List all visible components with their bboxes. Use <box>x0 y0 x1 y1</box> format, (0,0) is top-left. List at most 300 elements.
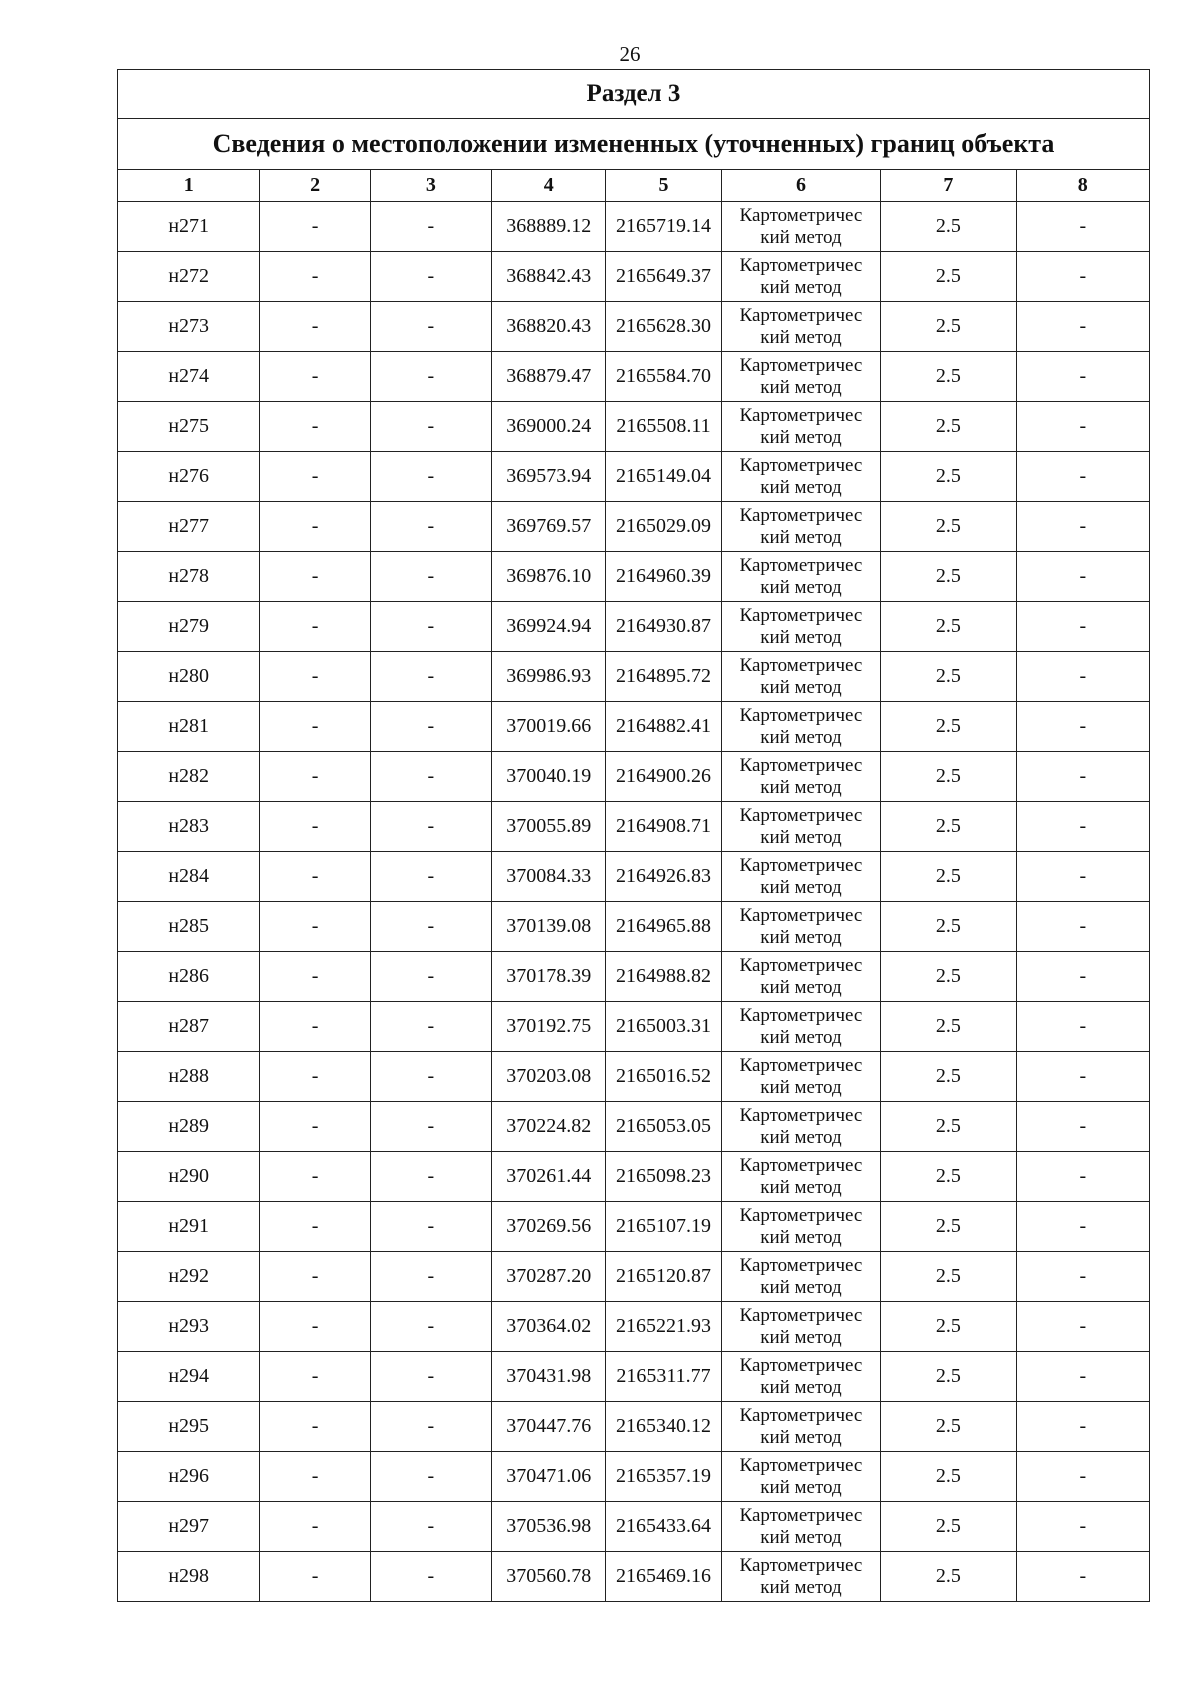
y-coordinate-cell: 2165029.09 <box>606 502 721 552</box>
point-name-cell: н288 <box>118 1052 260 1102</box>
col3-cell: - <box>370 1302 491 1352</box>
table-row <box>118 1052 1150 1102</box>
method-text-line: кий метод <box>760 826 842 848</box>
method-cell <box>721 952 880 1002</box>
accuracy-cell: 2.5 <box>881 1152 1016 1202</box>
table-row <box>118 1502 1150 1552</box>
method-text-line: Картометричес <box>739 1054 863 1076</box>
col8-cell: - <box>1016 1052 1149 1102</box>
col3-cell: - <box>370 1552 491 1602</box>
section-title: Раздел 3 <box>118 70 1150 119</box>
method-text-line: Картометричес <box>739 1304 863 1326</box>
method-cell <box>721 552 880 602</box>
method-text-line: кий метод <box>760 1076 842 1098</box>
y-coordinate-cell: 2165628.30 <box>606 302 721 352</box>
col2-cell: - <box>260 1302 370 1352</box>
method-text-line: кий метод <box>760 376 842 398</box>
point-name-cell: н294 <box>118 1352 260 1402</box>
col8-cell: - <box>1016 252 1149 302</box>
method-text-line: кий метод <box>760 1326 842 1348</box>
x-coordinate-cell: 370192.75 <box>492 1002 606 1052</box>
accuracy-cell: 2.5 <box>881 1202 1016 1252</box>
col2-cell: - <box>260 202 370 252</box>
accuracy-cell: 2.5 <box>881 1352 1016 1402</box>
point-name-cell: н274 <box>118 352 260 402</box>
method-cell <box>721 1502 880 1552</box>
col8-cell: - <box>1016 652 1149 702</box>
col3-cell: - <box>370 1102 491 1152</box>
point-name-cell: н282 <box>118 752 260 802</box>
col8-cell: - <box>1016 1152 1149 1202</box>
table-row <box>118 302 1150 352</box>
col8-cell: - <box>1016 1002 1149 1052</box>
y-coordinate-cell: 2164930.87 <box>606 602 721 652</box>
method-text-line: Картометричес <box>739 204 863 226</box>
col3-cell: - <box>370 1352 491 1402</box>
method-text-line: кий метод <box>760 1026 842 1048</box>
point-name-cell: н289 <box>118 1102 260 1152</box>
col3-cell: - <box>370 1002 491 1052</box>
x-coordinate-cell: 370224.82 <box>492 1102 606 1152</box>
col8-cell: - <box>1016 702 1149 752</box>
col8-cell: - <box>1016 902 1149 952</box>
method-text-line: кий метод <box>760 426 842 448</box>
method-text-line: кий метод <box>760 776 842 798</box>
col8-cell: - <box>1016 552 1149 602</box>
method-text-line: кий метод <box>760 726 842 748</box>
table-row <box>118 1102 1150 1152</box>
point-name-cell: н297 <box>118 1502 260 1552</box>
table-row <box>118 952 1150 1002</box>
y-coordinate-cell: 2165098.23 <box>606 1152 721 1202</box>
y-coordinate-cell: 2164965.88 <box>606 902 721 952</box>
accuracy-cell: 2.5 <box>881 852 1016 902</box>
column-header: 8 <box>1016 170 1149 202</box>
method-cell <box>721 1002 880 1052</box>
x-coordinate-cell: 370055.89 <box>492 802 606 852</box>
accuracy-cell: 2.5 <box>881 1102 1016 1152</box>
col3-cell: - <box>370 402 491 452</box>
method-text-line: Картометричес <box>739 354 863 376</box>
point-name-cell: н285 <box>118 902 260 952</box>
col3-cell: - <box>370 902 491 952</box>
table-row <box>118 552 1150 602</box>
method-text-line: кий метод <box>760 276 842 298</box>
method-text-line: Картометричес <box>739 1004 863 1026</box>
method-text-line: Картометричес <box>739 1454 863 1476</box>
method-text-line: кий метод <box>760 626 842 648</box>
y-coordinate-cell: 2165584.70 <box>606 352 721 402</box>
col2-cell: - <box>260 652 370 702</box>
x-coordinate-cell: 369924.94 <box>492 602 606 652</box>
method-cell <box>721 202 880 252</box>
method-cell <box>721 652 880 702</box>
method-cell <box>721 1552 880 1602</box>
x-coordinate-cell: 370178.39 <box>492 952 606 1002</box>
col2-cell: - <box>260 1552 370 1602</box>
x-coordinate-cell: 370139.08 <box>492 902 606 952</box>
col2-cell: - <box>260 1452 370 1502</box>
col8-cell: - <box>1016 1102 1149 1152</box>
table-row <box>118 1302 1150 1352</box>
method-cell <box>721 502 880 552</box>
table-row <box>118 202 1150 252</box>
column-header: 2 <box>260 170 370 202</box>
table-row <box>118 602 1150 652</box>
x-coordinate-cell: 368879.47 <box>492 352 606 402</box>
accuracy-cell: 2.5 <box>881 552 1016 602</box>
x-coordinate-cell: 370019.66 <box>492 702 606 752</box>
col8-cell: - <box>1016 1452 1149 1502</box>
table-row <box>118 702 1150 752</box>
col2-cell: - <box>260 302 370 352</box>
col8-cell: - <box>1016 952 1149 1002</box>
method-cell <box>721 1202 880 1252</box>
table-row <box>118 352 1150 402</box>
point-name-cell: н273 <box>118 302 260 352</box>
col8-cell: - <box>1016 1202 1149 1252</box>
method-text-line: Картометричес <box>739 704 863 726</box>
x-coordinate-cell: 370261.44 <box>492 1152 606 1202</box>
method-text-line: Картометричес <box>739 1104 863 1126</box>
y-coordinate-cell: 2164926.83 <box>606 852 721 902</box>
method-text-line: кий метод <box>760 326 842 348</box>
col2-cell: - <box>260 352 370 402</box>
method-cell <box>721 1352 880 1402</box>
method-cell <box>721 802 880 852</box>
method-text-line: Картометричес <box>739 1154 863 1176</box>
col2-cell: - <box>260 1502 370 1552</box>
col2-cell: - <box>260 1352 370 1402</box>
point-name-cell: н276 <box>118 452 260 502</box>
table-row <box>118 402 1150 452</box>
point-name-cell: н277 <box>118 502 260 552</box>
accuracy-cell: 2.5 <box>881 1452 1016 1502</box>
point-name-cell: н290 <box>118 1152 260 1202</box>
method-text-line: Картометричес <box>739 254 863 276</box>
title-row <box>118 70 1150 119</box>
point-name-cell: н298 <box>118 1552 260 1602</box>
method-text-line: кий метод <box>760 976 842 998</box>
point-name-cell: н295 <box>118 1402 260 1452</box>
table-row <box>118 1402 1150 1452</box>
col3-cell: - <box>370 952 491 1002</box>
col3-cell: - <box>370 652 491 702</box>
col2-cell: - <box>260 402 370 452</box>
col2-cell: - <box>260 602 370 652</box>
table-row <box>118 1002 1150 1052</box>
y-coordinate-cell: 2164908.71 <box>606 802 721 852</box>
method-text-line: Картометричес <box>739 904 863 926</box>
method-text-line: Картометричес <box>739 454 863 476</box>
table-row <box>118 1552 1150 1602</box>
y-coordinate-cell: 2165508.11 <box>606 402 721 452</box>
y-coordinate-cell: 2164895.72 <box>606 652 721 702</box>
accuracy-cell: 2.5 <box>881 602 1016 652</box>
point-name-cell: н283 <box>118 802 260 852</box>
col3-cell: - <box>370 452 491 502</box>
y-coordinate-cell: 2165003.31 <box>606 1002 721 1052</box>
col3-cell: - <box>370 1502 491 1552</box>
accuracy-cell: 2.5 <box>881 1502 1016 1552</box>
method-text-line: Картометричес <box>739 554 863 576</box>
point-name-cell: н287 <box>118 1002 260 1052</box>
point-name-cell: н275 <box>118 402 260 452</box>
accuracy-cell: 2.5 <box>881 1052 1016 1102</box>
method-cell <box>721 1402 880 1452</box>
x-coordinate-cell: 370364.02 <box>492 1302 606 1352</box>
table-row <box>118 852 1150 902</box>
col8-cell: - <box>1016 502 1149 552</box>
col2-cell: - <box>260 1252 370 1302</box>
col3-cell: - <box>370 852 491 902</box>
method-cell <box>721 302 880 352</box>
y-coordinate-cell: 2164960.39 <box>606 552 721 602</box>
method-cell <box>721 602 880 652</box>
accuracy-cell: 2.5 <box>881 1252 1016 1302</box>
method-text-line: кий метод <box>760 676 842 698</box>
accuracy-cell: 2.5 <box>881 1002 1016 1052</box>
x-coordinate-cell: 370447.76 <box>492 1402 606 1452</box>
point-name-cell: н280 <box>118 652 260 702</box>
table-row <box>118 452 1150 502</box>
col2-cell: - <box>260 1052 370 1102</box>
y-coordinate-cell: 2164882.41 <box>606 702 721 752</box>
col8-cell: - <box>1016 1552 1149 1602</box>
col3-cell: - <box>370 1052 491 1102</box>
accuracy-cell: 2.5 <box>881 1552 1016 1602</box>
x-coordinate-cell: 368889.12 <box>492 202 606 252</box>
method-cell <box>721 1252 880 1302</box>
x-coordinate-cell: 369769.57 <box>492 502 606 552</box>
y-coordinate-cell: 2165357.19 <box>606 1452 721 1502</box>
method-cell <box>721 1452 880 1502</box>
accuracy-cell: 2.5 <box>881 702 1016 752</box>
accuracy-cell: 2.5 <box>881 652 1016 702</box>
point-name-cell: н291 <box>118 1202 260 1252</box>
x-coordinate-cell: 370040.19 <box>492 752 606 802</box>
section-subtitle: Сведения о местоположении измененных (уточненных) границ объекта <box>118 119 1150 170</box>
method-text-line: Картометричес <box>739 504 863 526</box>
column-header: 6 <box>721 170 880 202</box>
point-name-cell: н278 <box>118 552 260 602</box>
method-text-line: Картометричес <box>739 1504 863 1526</box>
table-row <box>118 752 1150 802</box>
col3-cell: - <box>370 252 491 302</box>
accuracy-cell: 2.5 <box>881 902 1016 952</box>
method-cell <box>721 1102 880 1152</box>
y-coordinate-cell: 2165149.04 <box>606 452 721 502</box>
col8-cell: - <box>1016 802 1149 852</box>
table-row <box>118 1202 1150 1252</box>
table-row <box>118 802 1150 852</box>
subtitle-row <box>118 119 1150 170</box>
method-text-line: кий метод <box>760 926 842 948</box>
table-row <box>118 1352 1150 1402</box>
col8-cell: - <box>1016 1352 1149 1402</box>
y-coordinate-cell: 2165340.12 <box>606 1402 721 1452</box>
column-header: 3 <box>370 170 491 202</box>
accuracy-cell: 2.5 <box>881 752 1016 802</box>
method-text-line: кий метод <box>760 1476 842 1498</box>
method-text-line: Картометричес <box>739 954 863 976</box>
col3-cell: - <box>370 702 491 752</box>
point-name-cell: н286 <box>118 952 260 1002</box>
x-coordinate-cell: 369986.93 <box>492 652 606 702</box>
method-text-line: Картометричес <box>739 1254 863 1276</box>
method-text-line: Картометричес <box>739 304 863 326</box>
col2-cell: - <box>260 452 370 502</box>
col2-cell: - <box>260 752 370 802</box>
column-header: 1 <box>118 170 260 202</box>
y-coordinate-cell: 2164988.82 <box>606 952 721 1002</box>
y-coordinate-cell: 2165719.14 <box>606 202 721 252</box>
table-row <box>118 1452 1150 1502</box>
col3-cell: - <box>370 1402 491 1452</box>
x-coordinate-cell: 369876.10 <box>492 552 606 602</box>
col2-cell: - <box>260 1002 370 1052</box>
column-header: 5 <box>606 170 721 202</box>
point-name-cell: н272 <box>118 252 260 302</box>
method-text-line: кий метод <box>760 876 842 898</box>
col3-cell: - <box>370 802 491 852</box>
accuracy-cell: 2.5 <box>881 352 1016 402</box>
accuracy-cell: 2.5 <box>881 1302 1016 1352</box>
y-coordinate-cell: 2165649.37 <box>606 252 721 302</box>
column-header: 7 <box>881 170 1016 202</box>
col3-cell: - <box>370 552 491 602</box>
method-text-line: кий метод <box>760 526 842 548</box>
col8-cell: - <box>1016 402 1149 452</box>
x-coordinate-cell: 370084.33 <box>492 852 606 902</box>
method-text-line: Картометричес <box>739 654 863 676</box>
section-table <box>117 69 1150 1602</box>
y-coordinate-cell: 2164900.26 <box>606 752 721 802</box>
method-cell <box>721 452 880 502</box>
method-text-line: Картометричес <box>739 1404 863 1426</box>
col2-cell: - <box>260 902 370 952</box>
point-name-cell: н296 <box>118 1452 260 1502</box>
col2-cell: - <box>260 502 370 552</box>
method-cell <box>721 1152 880 1202</box>
method-text-line: Картометричес <box>739 854 863 876</box>
accuracy-cell: 2.5 <box>881 452 1016 502</box>
point-name-cell: н284 <box>118 852 260 902</box>
x-coordinate-cell: 370560.78 <box>492 1552 606 1602</box>
col8-cell: - <box>1016 452 1149 502</box>
method-text-line: кий метод <box>760 1426 842 1448</box>
column-header: 4 <box>492 170 606 202</box>
col2-cell: - <box>260 1402 370 1452</box>
point-name-cell: н293 <box>118 1302 260 1352</box>
method-cell <box>721 702 880 752</box>
accuracy-cell: 2.5 <box>881 302 1016 352</box>
method-text-line: Картометричес <box>739 754 863 776</box>
col2-cell: - <box>260 1202 370 1252</box>
col3-cell: - <box>370 752 491 802</box>
col3-cell: - <box>370 502 491 552</box>
col8-cell: - <box>1016 1502 1149 1552</box>
method-cell <box>721 852 880 902</box>
method-text-line: Картометричес <box>739 1204 863 1226</box>
method-cell <box>721 752 880 802</box>
method-text-line: кий метод <box>760 476 842 498</box>
col2-cell: - <box>260 702 370 752</box>
method-text-line: кий метод <box>760 1526 842 1548</box>
method-text-line: Картометричес <box>739 404 863 426</box>
y-coordinate-cell: 2165120.87 <box>606 1252 721 1302</box>
method-text-line: Картометричес <box>739 804 863 826</box>
col2-cell: - <box>260 802 370 852</box>
accuracy-cell: 2.5 <box>881 502 1016 552</box>
x-coordinate-cell: 368842.43 <box>492 252 606 302</box>
method-text-line: кий метод <box>760 576 842 598</box>
x-coordinate-cell: 370269.56 <box>492 1202 606 1252</box>
accuracy-cell: 2.5 <box>881 952 1016 1002</box>
y-coordinate-cell: 2165221.93 <box>606 1302 721 1352</box>
col3-cell: - <box>370 202 491 252</box>
col2-cell: - <box>260 952 370 1002</box>
table-row <box>118 1252 1150 1302</box>
method-text-line: Картометричес <box>739 604 863 626</box>
col8-cell: - <box>1016 1402 1149 1452</box>
column-header-row <box>118 170 1150 202</box>
accuracy-cell: 2.5 <box>881 252 1016 302</box>
col2-cell: - <box>260 552 370 602</box>
col3-cell: - <box>370 1452 491 1502</box>
method-cell <box>721 1052 880 1102</box>
table-row <box>118 502 1150 552</box>
x-coordinate-cell: 370287.20 <box>492 1252 606 1302</box>
col3-cell: - <box>370 602 491 652</box>
x-coordinate-cell: 370431.98 <box>492 1352 606 1402</box>
col8-cell: - <box>1016 1252 1149 1302</box>
col2-cell: - <box>260 252 370 302</box>
y-coordinate-cell: 2165311.77 <box>606 1352 721 1402</box>
accuracy-cell: 2.5 <box>881 202 1016 252</box>
point-name-cell: н279 <box>118 602 260 652</box>
table-row <box>118 902 1150 952</box>
y-coordinate-cell: 2165016.52 <box>606 1052 721 1102</box>
method-text-line: кий метод <box>760 1126 842 1148</box>
col2-cell: - <box>260 1152 370 1202</box>
col3-cell: - <box>370 352 491 402</box>
method-cell <box>721 402 880 452</box>
x-coordinate-cell: 368820.43 <box>492 302 606 352</box>
table-row <box>118 1152 1150 1202</box>
col8-cell: - <box>1016 852 1149 902</box>
method-text-line: кий метод <box>760 1576 842 1598</box>
method-text-line: кий метод <box>760 226 842 248</box>
accuracy-cell: 2.5 <box>881 402 1016 452</box>
col3-cell: - <box>370 1252 491 1302</box>
col3-cell: - <box>370 302 491 352</box>
x-coordinate-cell: 369573.94 <box>492 452 606 502</box>
method-cell <box>721 1302 880 1352</box>
point-name-cell: н281 <box>118 702 260 752</box>
method-text-line: кий метод <box>760 1376 842 1398</box>
col2-cell: - <box>260 1102 370 1152</box>
method-text-line: кий метод <box>760 1226 842 1248</box>
y-coordinate-cell: 2165053.05 <box>606 1102 721 1152</box>
page-number: 26 <box>619 42 641 66</box>
method-cell <box>721 252 880 302</box>
x-coordinate-cell: 370536.98 <box>492 1502 606 1552</box>
accuracy-cell: 2.5 <box>881 1402 1016 1452</box>
col8-cell: - <box>1016 202 1149 252</box>
accuracy-cell: 2.5 <box>881 802 1016 852</box>
method-text-line: Картометричес <box>739 1354 863 1376</box>
